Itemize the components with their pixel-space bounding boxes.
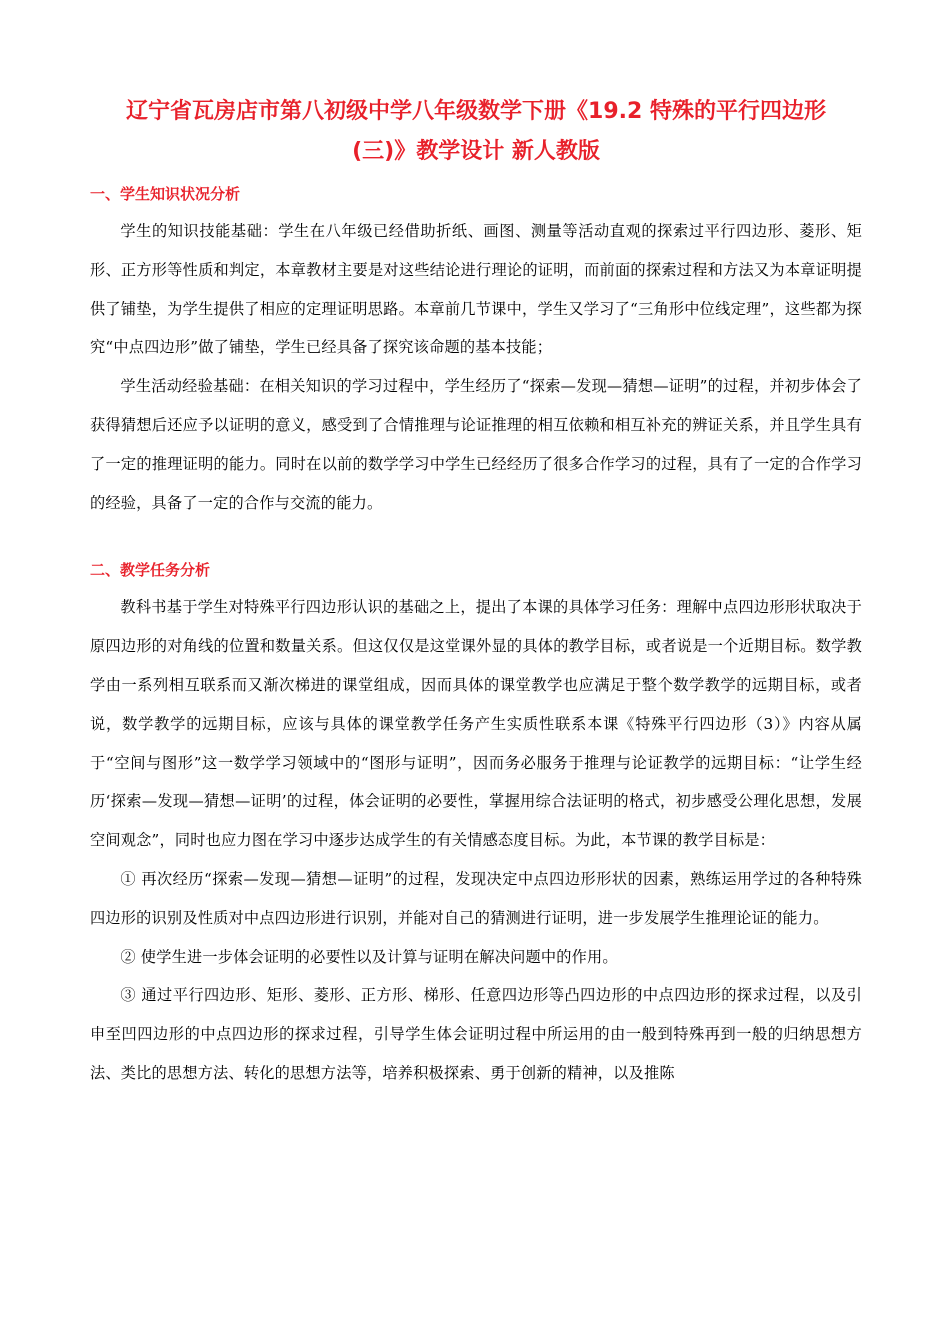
title-line-1: 辽宁省瓦房店市第八初级中学八年级数学下册《19.2 特殊的平行四边形 (126, 99, 826, 124)
paragraph-knowledge-basis: 学生的知识技能基础：学生在八年级已经借助折纸、画图、测量等活动直观的探索过平行四边形、菱形、矩形、正方形等性质和判定，本章教材主要是对这些结论进行理论的证明，而前面的探索过程和方法又为本章证明提供了铺垫，为学生提供了相应的定理证明思路。本章前几节课中，学生又学习了“三角形中位线定理”，这些都为探究“中点四边形”做了铺垫，学生已经具备了探究该命题的基本技能； (90, 222, 862, 357)
section-heading-student-analysis: 一、学生知识状况分析 (90, 185, 241, 203)
paragraph-task-analysis: 教科书基于学生对特殊平行四边形认识的基础之上，提出了本课的具体学习任务：理解中点四边形形状取决于原四边形的对角线的位置和数量关系。但这仅仅是这堂课外显的具体的教学目标，或者说是一个近期目标。数学教学由一系列相互联系而又渐次梯进的课堂组成，因而具体的课堂教学也应满足于整个数学教学的远期目标，或者说，数学教学的远期目标，应该与具体的课堂教学任务产生实质性联系本课《特殊平行四边形（3）》内容从属于“空间与图形”这一数学学习领域中的“图形与证明”，因而务必服务于推理与论证教学的远期目标：“让学生经历‘探索—发现—猜想—证明’的过程，体会证明的必要性，掌握用综合法证明的格式，初步感受公理化思想，发展空间观念”，同时也应力图在学习中逐步达成学生的有关情感态度目标。为此，本节课的教学目标是： (90, 598, 862, 850)
paragraph-goal-1: ① 再次经历“探索—发现—猜想—证明”的过程，发现决定中点四边形形状的因素，熟练运用学过的各种特殊四边形的识别及性质对中点四边形进行识别，并能对自己的猜测进行证明，进一步发展学生推理论证的能力。 (90, 869, 862, 927)
title-line-2: (三)》教学设计 新人教版 (352, 139, 600, 164)
paragraph-goal-2: ② 使学生进一步体会证明的必要性以及计算与证明在解决问题中的作用。 (120, 947, 618, 966)
paragraph-activity-basis: 学生活动经验基础：在相关知识的学习过程中，学生经历了“探索—发现—猜想—证明”的过程，并初步体会了获得猜想后还应予以证明的意义，感受到了合情推理与论证推理的相互依赖和相互补充的辨证关系，并且学生具有了一定的推理证明的能力。同时在以前的数学学习中学生已经经历了很多合作学习的过程，具有了一定的合作学习的经验，具备了一定的合作与交流的能力。 (90, 377, 862, 512)
document-title (90, 92, 862, 172)
paragraph-goal-3: ③ 通过平行四边形、矩形、菱形、正方形、梯形、任意四边形等凸四边形的中点四边形的探求过程，以及引申至凹四边形的中点四边形的探求过程，引导学生体会证明过程中所运用的由一般到特殊再到一般的归纳思想方法、类比的思想方法、转化的思想方法等，培养积极探索、勇于创新的精神，以及推陈 (90, 986, 862, 1082)
section-heading-task-analysis: 二、教学任务分析 (90, 561, 211, 580)
